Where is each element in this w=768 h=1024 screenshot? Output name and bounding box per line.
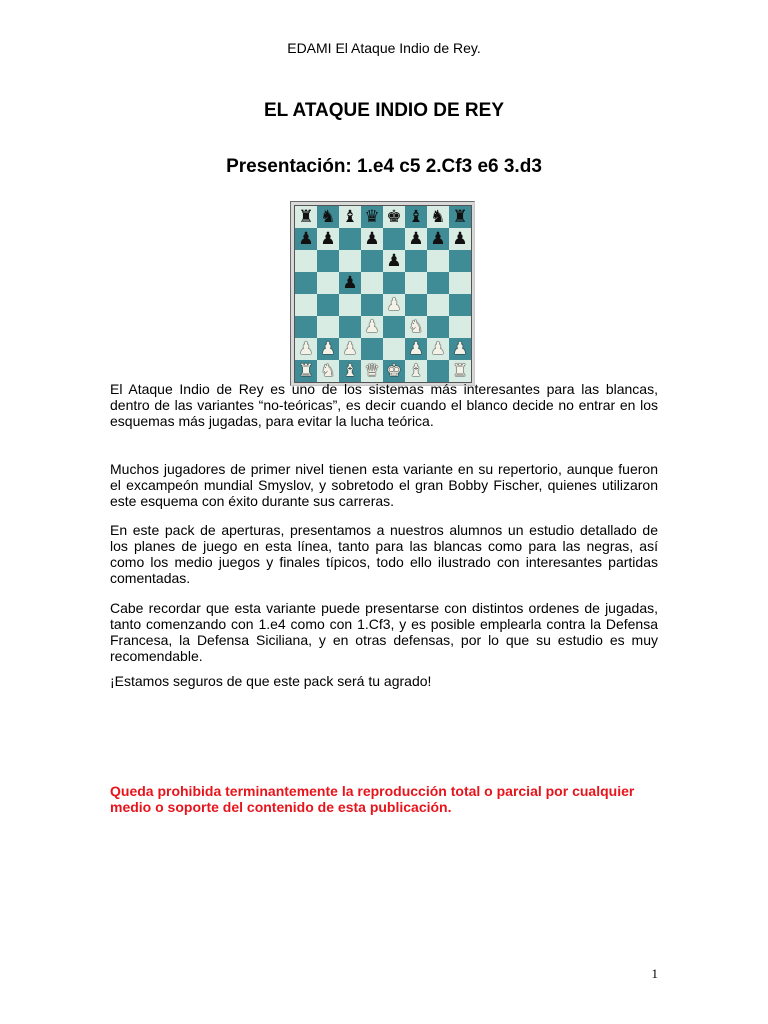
black-bishop-icon: ♝ [342, 207, 358, 227]
board-square [383, 228, 405, 250]
board-square [317, 250, 339, 272]
black-pawn-icon: ♟ [342, 273, 358, 293]
board-square [405, 206, 427, 228]
board-square [339, 338, 361, 360]
board-square [317, 228, 339, 250]
black-pawn-icon: ♟ [320, 229, 336, 249]
board-square [449, 360, 471, 382]
black-rook-icon: ♜ [452, 207, 468, 227]
document-title: EL ATAQUE INDIO DE REY [264, 100, 504, 121]
paragraph-pack: En este pack de aperturas, presentamos a nuestros alumnos un estudio detallado de los planes de juego en esta línea, tanto para las blancas como para las negras, así como los medio juegos y finales típicos, todo ello ilustrado con interesantes partidas comentadas. [110, 522, 658, 586]
board-square [339, 294, 361, 316]
black-pawn-icon: ♟ [298, 229, 314, 249]
board-square [449, 338, 471, 360]
black-pawn-icon: ♟ [408, 229, 424, 249]
board-square [317, 316, 339, 338]
paragraph-intro: El Ataque Indio de Rey es uno de los sistemas más interesantes para las blancas, dentro de las variantes “no-teóricas”, es decir cuando el blanco decide no entrar en los esquemas más jugadas, para evitar la lucha teórica. [110, 381, 658, 429]
board-square [383, 294, 405, 316]
board-square [405, 250, 427, 272]
white-rook-icon: ♜ [452, 361, 468, 381]
chess-board [294, 205, 472, 383]
black-pawn-icon: ♟ [430, 229, 446, 249]
board-square [339, 206, 361, 228]
board-square [427, 316, 449, 338]
black-queen-icon: ♛ [364, 207, 380, 227]
board-square [295, 272, 317, 294]
board-square [383, 206, 405, 228]
chess-diagram [290, 201, 475, 386]
board-square [361, 228, 383, 250]
board-square [339, 250, 361, 272]
white-rook-icon: ♜ [298, 361, 314, 381]
black-king-icon: ♚ [386, 207, 402, 227]
board-square [427, 228, 449, 250]
white-pawn-icon: ♟ [430, 339, 446, 359]
paragraph-move-orders: Cabe recordar que esta variante puede presentarse con distintos ordenes de jugadas, tanto comenzando con 1.e4 como con 1.Cf3, y es posible emplearla contra la Defensa Francesa, la Defensa Siciliana, y en otras defensas, por lo que su estudio es muy recomendable. [110, 600, 658, 664]
white-pawn-icon: ♟ [298, 339, 314, 359]
white-pawn-icon: ♟ [364, 317, 380, 337]
black-knight-icon: ♞ [320, 207, 336, 227]
board-square [339, 272, 361, 294]
white-pawn-icon: ♟ [386, 295, 402, 315]
board-square [317, 272, 339, 294]
paragraph-closing: ¡Estamos seguros de que este pack será tu agrado! [110, 673, 432, 689]
black-bishop-icon: ♝ [408, 207, 424, 227]
white-king-icon: ♚ [386, 361, 402, 381]
white-bishop-icon: ♝ [408, 361, 424, 381]
black-pawn-icon: ♟ [452, 229, 468, 249]
board-square [449, 272, 471, 294]
board-square [427, 272, 449, 294]
board-square [427, 294, 449, 316]
board-square [383, 272, 405, 294]
board-square [449, 228, 471, 250]
board-square [405, 294, 427, 316]
board-square [449, 250, 471, 272]
board-square [361, 206, 383, 228]
board-square [405, 316, 427, 338]
board-square [295, 316, 317, 338]
page-number: 1 [651, 966, 658, 981]
board-square [361, 316, 383, 338]
board-square [383, 250, 405, 272]
board-square [449, 294, 471, 316]
board-square [383, 338, 405, 360]
board-square [427, 360, 449, 382]
white-queen-icon: ♛ [364, 361, 380, 381]
board-square [295, 228, 317, 250]
board-square [317, 206, 339, 228]
board-square [427, 250, 449, 272]
board-square [427, 338, 449, 360]
board-square [317, 294, 339, 316]
board-square [405, 272, 427, 294]
board-square [339, 360, 361, 382]
white-pawn-icon: ♟ [408, 339, 424, 359]
board-square [405, 228, 427, 250]
board-square [361, 338, 383, 360]
copyright-notice: Queda prohibida terminantemente la reproducción total o parcial por cualquier medio o soporte del contenido de esta publicación. [110, 783, 635, 815]
board-square [405, 338, 427, 360]
board-square [339, 316, 361, 338]
board-square [295, 360, 317, 382]
black-pawn-icon: ♟ [364, 229, 380, 249]
board-square [361, 272, 383, 294]
board-square [295, 250, 317, 272]
board-square [317, 338, 339, 360]
white-bishop-icon: ♝ [342, 361, 358, 381]
running-header: EDAMI El Ataque Indio de Rey. [287, 40, 481, 56]
board-square [295, 294, 317, 316]
board-square [295, 338, 317, 360]
board-square [295, 206, 317, 228]
board-square [339, 228, 361, 250]
board-square [449, 206, 471, 228]
board-square [449, 316, 471, 338]
board-square [361, 294, 383, 316]
black-rook-icon: ♜ [298, 207, 314, 227]
board-square [317, 360, 339, 382]
black-knight-icon: ♞ [430, 207, 446, 227]
black-pawn-icon: ♟ [386, 251, 402, 271]
white-knight-icon: ♞ [320, 361, 336, 381]
board-square [383, 360, 405, 382]
board-square [405, 360, 427, 382]
opening-subtitle: Presentación: 1.e4 c5 2.Cf3 e6 3.d3 [226, 156, 542, 177]
white-pawn-icon: ♟ [342, 339, 358, 359]
paragraph-players: Muchos jugadores de primer nivel tienen esta variante en su repertorio, aunque fueron el excampeón mundial Smyslov, y sobretodo el gran Bobby Fischer, quienes utilizaron este esquema con éxito durante sus carreras. [110, 461, 658, 509]
white-pawn-icon: ♟ [452, 339, 468, 359]
board-square [361, 250, 383, 272]
board-square [383, 316, 405, 338]
white-knight-icon: ♞ [408, 317, 424, 337]
board-square [427, 206, 449, 228]
board-square [361, 360, 383, 382]
white-pawn-icon: ♟ [320, 339, 336, 359]
